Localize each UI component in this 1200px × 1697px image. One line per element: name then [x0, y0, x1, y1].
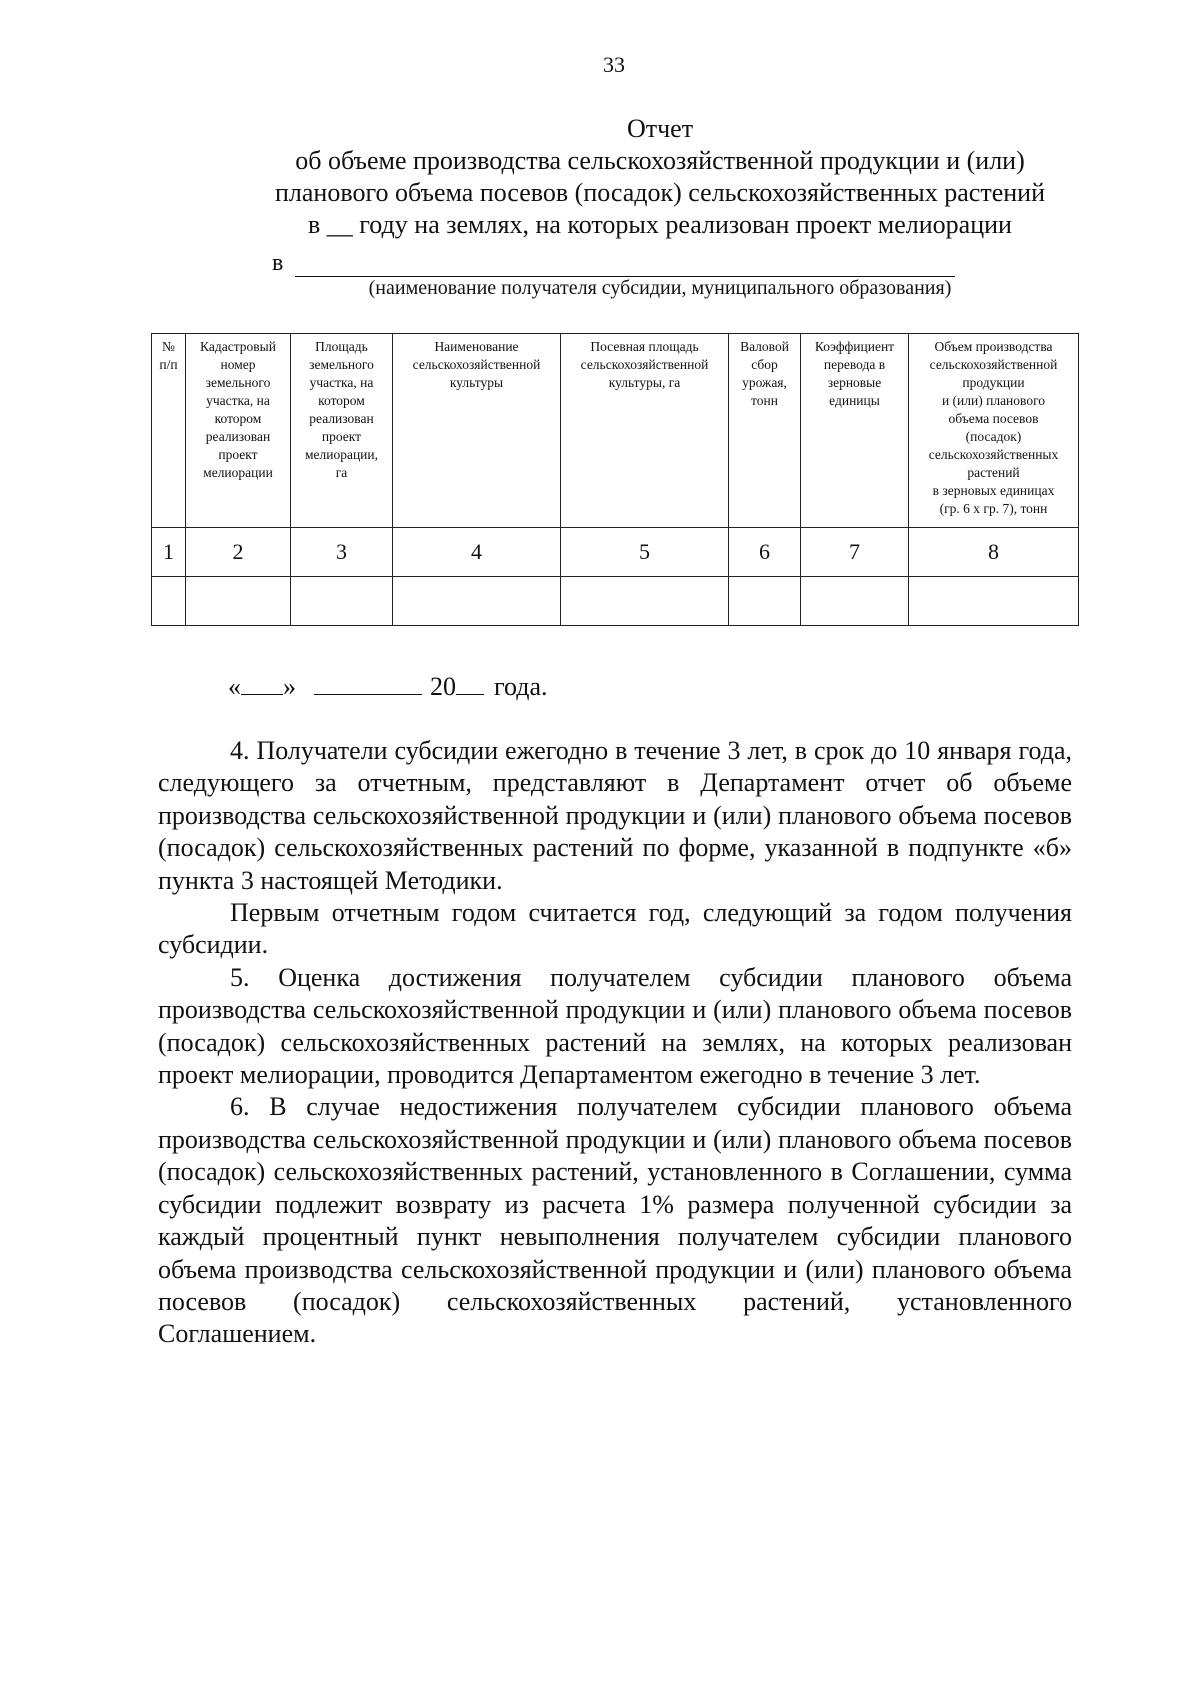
column-number-cell: 2 — [186, 528, 291, 577]
body-text — [158, 735, 1072, 1351]
header-cell: № п/п — [152, 334, 186, 528]
paragraph-5: 5. Оценка достижения получателем субсидии планового объема производства сельскохозяйственной продукции и (или) планового объема посевов (посадок) сельскохозяйственных растений на землях, на которых реализован проект мелиорации, проводится Департаментом ежегодно в течение 3 лет. — [158, 962, 1072, 1090]
year-prefix: 20 — [430, 672, 456, 701]
year-blank — [456, 674, 484, 695]
recipient-blank — [295, 254, 955, 277]
header-cell: Коэффициент перевода в зерновые единицы — [801, 334, 909, 528]
column-number-row — [152, 528, 1079, 577]
date-close-quote: » — [283, 672, 296, 701]
empty-cell — [561, 577, 729, 626]
column-number-cell: 3 — [291, 528, 393, 577]
column-number-cell: 4 — [393, 528, 561, 577]
empty-data-row — [152, 577, 1079, 626]
recipient-caption: (наименование получателя субсидии, муниципального образования) — [368, 277, 952, 299]
column-number-cell: 5 — [561, 528, 729, 577]
column-number-cell: 1 — [152, 528, 186, 577]
title-line-3: в __ году на землях, на которых реализован проект мелиорации — [308, 210, 1012, 239]
date-open-quote: « — [228, 672, 241, 701]
header-cell: Площадь земельного участка, на котором реализован проект мелиорации, га — [291, 334, 393, 528]
empty-cell — [152, 577, 186, 626]
empty-cell — [909, 577, 1079, 626]
column-number-cell: 7 — [801, 528, 909, 577]
month-blank — [314, 674, 422, 695]
paragraph-4: 4. Получатели субсидии ежегодно в течение 3 лет, в срок до 10 января года, следующего за отчетным, представляют в Департамент отчет об объеме производства сельскохозяйственной продукции и (или) планового объема посевов (посадок) сельскохозяйственных растений по форме, указанной в подпункте «б» пункта 3 настоящей Методики. — [158, 736, 1072, 895]
day-blank — [241, 674, 283, 695]
report-table — [151, 333, 1079, 626]
paragraph-6: 6. В случае недостижения получателем субсидии планового объема производства сельскохозяйственной продукции и (или) планового объема посевов (посадок) сельскохозяйственных растений, установленного в Соглашении, сумма субсидии подлежит возврату из расчета 1% размера полученной субсидии за каждый процентный пункт невыполнения получателем субсидии планового объема производства сельскохозяйственной продукции и (или) планового объема посевов (посадок) сельскохозяйственных растений, установленного Соглашением. — [158, 1092, 1072, 1349]
report-title — [160, 113, 1160, 241]
header-cell: Наименование сельскохозяйственной культуры — [393, 334, 561, 528]
paragraph-first-year: Первым отчетным годом считается год, следующий за годом получения субсидии. — [158, 898, 1072, 960]
column-number-cell: 6 — [729, 528, 801, 577]
header-cell: Посевная площадь сельскохозяйственной культуры, га — [561, 334, 729, 528]
recipient-prefix: в — [272, 250, 284, 276]
recipient-line — [272, 250, 955, 277]
empty-cell — [291, 577, 393, 626]
table-header-row — [152, 334, 1079, 528]
date-line — [228, 672, 548, 702]
header-cell: Валовой сбор урожая, тонн — [729, 334, 801, 528]
empty-cell — [729, 577, 801, 626]
empty-cell — [801, 577, 909, 626]
title-line-1: об объеме производства сельскохозяйственной продукции и (или) — [295, 146, 1025, 175]
header-cell: Кадастровый номер земельного участка, на котором реализован проект мелиорации — [186, 334, 291, 528]
title-line-2: планового объема посевов (посадок) сельскохозяйственных растений — [275, 178, 1045, 207]
column-number-cell: 8 — [909, 528, 1079, 577]
header-cell: Объем производства сельскохозяйственной продукции и (или) планового объема посевов (посадок) сельскохозяйственных растений в зерновых единицах (гр. 6 х гр. 7), тонн — [909, 334, 1079, 528]
empty-cell — [186, 577, 291, 626]
empty-cell — [393, 577, 561, 626]
date-suffix: года. — [494, 672, 548, 701]
page-number: 33 — [603, 52, 625, 77]
title-heading: Отчет — [626, 114, 694, 143]
